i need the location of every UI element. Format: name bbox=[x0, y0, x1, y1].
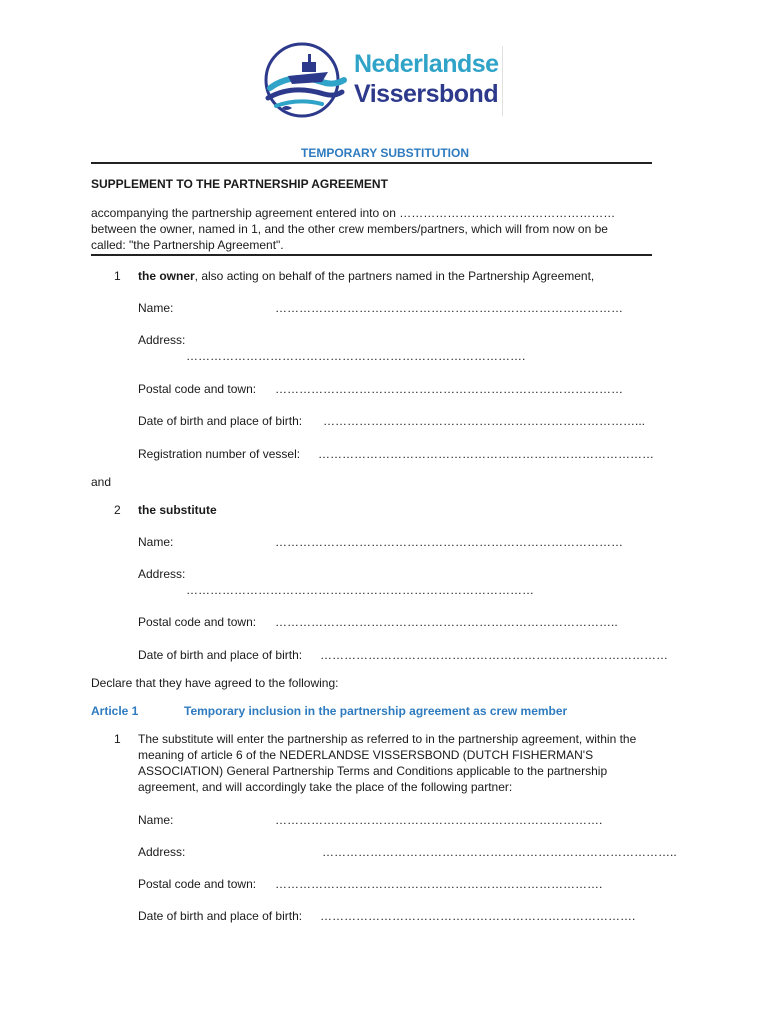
party1-heading-bold: the owner bbox=[138, 269, 195, 283]
party2-number: 2 bbox=[114, 503, 121, 517]
article1-address-label: Address: bbox=[138, 845, 186, 859]
logo-divider bbox=[502, 46, 503, 116]
party1-address-label: Address: bbox=[138, 333, 186, 347]
party1-address-field[interactable]: …………………………………………………………………………. bbox=[186, 349, 526, 363]
intro-line-1: accompanying the partnership agreement entered into on ……………………………………………… bbox=[91, 206, 616, 220]
intro-line-2: between the owner, named in 1, and the other crew members/partners, which will from now on be bbox=[91, 222, 608, 236]
article1-item-number: 1 bbox=[114, 732, 121, 746]
article1-para-line-4: agreement, and will accordingly take the place of the following partner: bbox=[138, 780, 513, 794]
article1-dob-field[interactable]: ……………………………………………………………………. bbox=[320, 909, 636, 923]
party2-name-field[interactable]: …………………………………………………………………………… bbox=[275, 535, 623, 549]
party2-name-label: Name: bbox=[138, 535, 174, 549]
party2-dob-label: Date of birth and place of birth: bbox=[138, 648, 303, 662]
article1-dob-label: Date of birth and place of birth: bbox=[138, 909, 303, 923]
party1-registration-label: Registration number of vessel: bbox=[138, 447, 301, 461]
party2-address-field[interactable]: …………………………………………………………………………… bbox=[186, 583, 534, 597]
fishing-boat-logo-icon bbox=[262, 42, 348, 118]
party1-heading-rest: , also acting on behalf of the partners named in the Partnership Agreement, bbox=[194, 269, 595, 283]
party1-heading bbox=[138, 268, 594, 284]
declare-text: Declare that they have agreed to the following: bbox=[91, 676, 339, 690]
party1-postal-label: Postal code and town: bbox=[138, 382, 257, 396]
article1-para-line-2: meaning of article 6 of the NEDERLANDSE VISSERSBOND (DUTCH FISHERMAN'S bbox=[138, 748, 594, 762]
intro-divider bbox=[91, 254, 652, 256]
article1-para-line-3: ASSOCIATION) General Partnership Terms and Conditions applicable to the partnership bbox=[138, 764, 608, 778]
article1-address-field[interactable]: …………………………………………………………………………….. bbox=[322, 845, 677, 859]
party1-name-field[interactable]: …………………………………………………………………………… bbox=[275, 301, 623, 315]
title-divider bbox=[91, 162, 652, 164]
party1-postal-field[interactable]: …………………………………………………………………………… bbox=[275, 382, 623, 396]
article1-name-label: Name: bbox=[138, 813, 174, 827]
party1-registration-field[interactable]: ………………………………………………………………………… bbox=[318, 447, 654, 461]
party1-name-label: Name: bbox=[138, 301, 174, 315]
article1-postal-label: Postal code and town: bbox=[138, 877, 257, 891]
party2-postal-field[interactable]: ………………………………………………………………………….. bbox=[275, 615, 618, 629]
logo-line-2: Vissersbond bbox=[354, 80, 499, 108]
party1-dob-label: Date of birth and place of birth: bbox=[138, 414, 303, 428]
article1-title: Temporary inclusion in the partnership agreement as crew member bbox=[184, 704, 568, 718]
and-text: and bbox=[91, 475, 112, 489]
document-subtitle: SUPPLEMENT TO THE PARTNERSHIP AGREEMENT bbox=[91, 177, 388, 191]
article1-para-line-1: The substitute will enter the partnership as referred to in the partnership agreement, within the bbox=[138, 732, 637, 746]
party2-heading: the substitute bbox=[138, 503, 217, 517]
party1-dob-field[interactable]: ……………………………………………………………………... bbox=[323, 414, 646, 428]
article1-label: Article 1 bbox=[91, 704, 139, 718]
article1-name-field[interactable]: ………………………………………………………………………. bbox=[275, 813, 603, 827]
party1-number: 1 bbox=[114, 269, 121, 283]
intro-line-3: called: "the Partnership Agreement". bbox=[91, 238, 284, 252]
party2-dob-field[interactable]: …………………………………………………………………………… bbox=[320, 648, 668, 662]
logo-line-1: Nederlandse bbox=[354, 50, 499, 78]
document-title: TEMPORARY SUBSTITUTION bbox=[300, 146, 469, 160]
party2-postal-label: Postal code and town: bbox=[138, 615, 257, 629]
party2-address-label: Address: bbox=[138, 567, 186, 581]
article1-postal-field[interactable]: ………………………………………………………………………. bbox=[275, 877, 603, 891]
